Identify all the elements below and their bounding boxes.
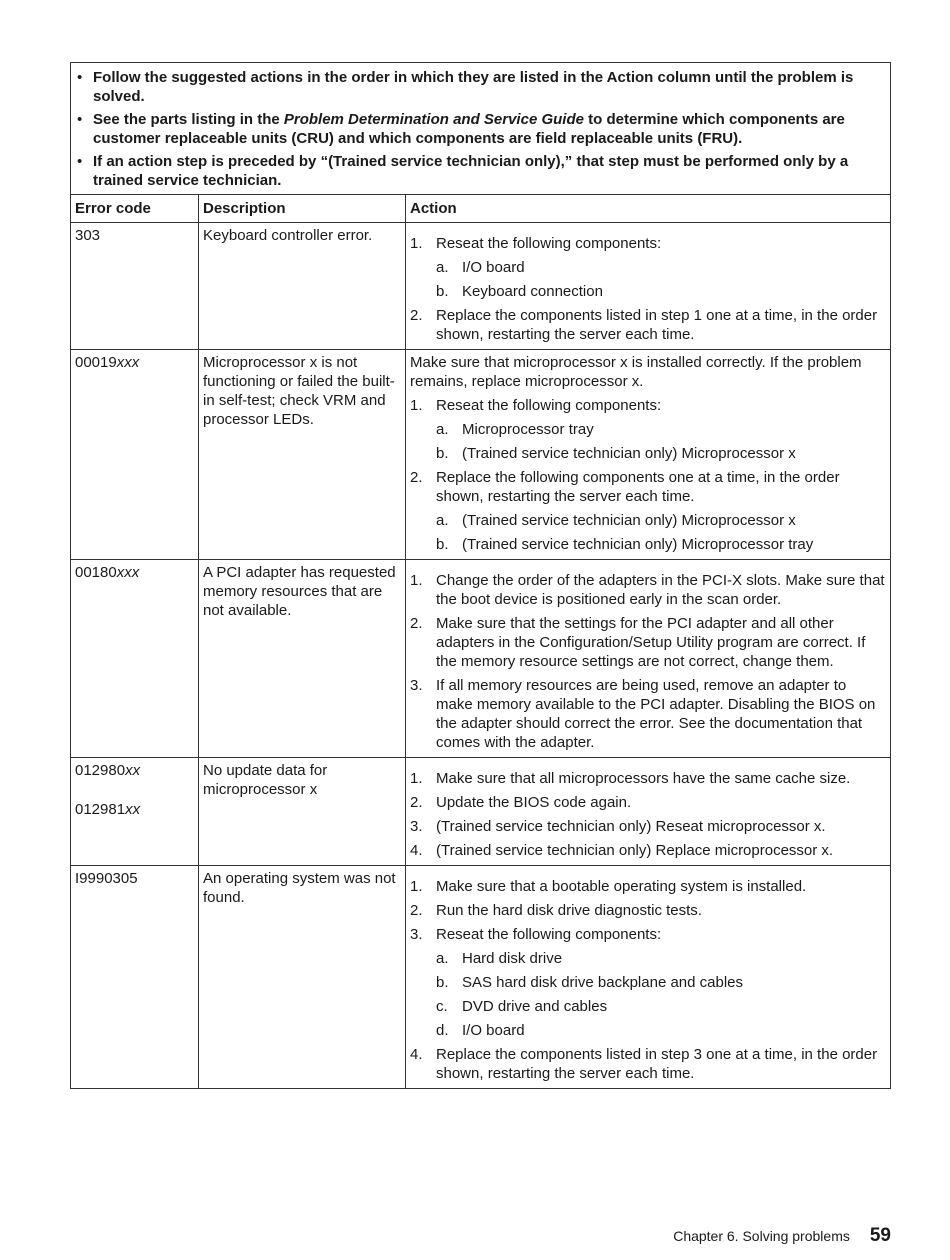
note-item: • Follow the suggested actions in the order in which they are listed in the Action column until the problem is solved. — [75, 68, 884, 106]
description-cell — [199, 223, 406, 350]
step-text: Replace the following components one at a time, in the order shown, restarting the server each time. — [436, 469, 840, 505]
sub-step-letter: b. — [436, 974, 449, 991]
error-code-cell — [71, 758, 199, 866]
sub-step-text: Keyboard connection — [462, 283, 603, 300]
step-number: 2. — [410, 902, 423, 919]
action-header: Action — [406, 195, 891, 223]
action-cell — [406, 560, 891, 758]
error-code — [75, 353, 194, 372]
sub-step-text: Hard disk drive — [462, 950, 563, 967]
sub-step — [436, 535, 886, 554]
action-step — [410, 769, 886, 788]
error-code-suffix: xxx — [116, 354, 140, 371]
sub-step-text: SAS hard disk drive backplane and cables — [462, 974, 744, 991]
action-step — [410, 614, 886, 671]
sub-step — [436, 444, 886, 463]
action-step — [410, 571, 886, 609]
note-text: See the parts listing in the — [93, 111, 284, 128]
action-steps — [410, 571, 886, 752]
action-step — [410, 396, 886, 463]
step-number: 2. — [410, 794, 423, 811]
chapter-label: Chapter 6. Solving problems — [673, 1228, 850, 1244]
step-number: 3. — [410, 818, 423, 835]
error-code — [75, 869, 194, 888]
sub-step-letter: b. — [436, 283, 449, 300]
step-text: Replace the components listed in step 3 one at a time, in the order shown, restarting the server each time. — [436, 1046, 878, 1082]
sub-step-letter: d. — [436, 1022, 449, 1039]
step-text: Update the BIOS code again. — [436, 794, 632, 811]
notes-row — [71, 63, 891, 195]
sub-step-text: (Trained service technician only) Microprocessor x — [462, 512, 796, 529]
sub-step-text: (Trained service technician only) Microprocessor tray — [462, 536, 814, 553]
step-text: (Trained service technician only) Reseat microprocessor x. — [436, 818, 826, 835]
sub-step — [436, 258, 886, 277]
action-steps — [410, 877, 886, 1083]
error-row — [71, 866, 891, 1089]
action-step — [410, 901, 886, 920]
sub-step — [436, 1021, 886, 1040]
action-step — [410, 793, 886, 812]
error-code-prefix: 012981 — [75, 801, 126, 818]
error-code-cell — [71, 866, 199, 1089]
sub-step-letter: a. — [436, 259, 449, 276]
step-number: 1. — [410, 572, 423, 589]
description-cell — [199, 866, 406, 1089]
sub-step — [436, 949, 886, 968]
description-cell — [199, 758, 406, 866]
action-step — [410, 306, 886, 344]
action-cell — [406, 866, 891, 1089]
sub-steps — [436, 420, 886, 463]
action-step — [410, 1045, 886, 1083]
step-text: If all memory resources are being used, remove an adapter to make memory available to the PCI adapter. Disabling the BIOS on the adapter should correct the error. See the documentation that comes with the adapter. — [436, 677, 876, 751]
step-number: 2. — [410, 307, 423, 324]
error-row — [71, 223, 891, 350]
guide-title: Problem Determination and Service Guide — [283, 111, 584, 128]
action-step — [410, 817, 886, 836]
description-header: Description — [199, 195, 406, 223]
sub-step-letter: b. — [436, 445, 449, 462]
sub-step-text: (Trained service technician only) Microprocessor x — [462, 445, 796, 462]
action-step — [410, 841, 886, 860]
sub-steps — [436, 258, 886, 301]
step-number: 2. — [410, 469, 423, 486]
step-number: 1. — [410, 770, 423, 787]
action-step — [410, 877, 886, 896]
sub-step-text: Microprocessor tray — [462, 421, 594, 438]
error-code — [75, 761, 194, 780]
error-code-cell — [71, 560, 199, 758]
error-code-cell — [71, 350, 199, 560]
action-step — [410, 676, 886, 752]
action-steps — [410, 234, 886, 344]
error-code-table — [70, 62, 891, 1089]
step-text: Reseat the following components: — [436, 235, 662, 252]
sub-step-letter: a. — [436, 950, 449, 967]
page-number: 59 — [869, 1225, 891, 1246]
error-code-suffix: xx — [125, 762, 141, 779]
action-steps — [410, 769, 886, 860]
sub-step — [436, 973, 886, 992]
note-text: to determine which components are customer replaceable units (CRU) and which components are field replaceable units (FRU). — [93, 111, 845, 147]
step-number: 2. — [410, 615, 423, 632]
step-text: Make sure that a bootable operating system is installed. — [436, 878, 807, 895]
error-description: An operating system was not found. — [203, 870, 396, 906]
action-steps — [410, 396, 886, 554]
sub-step-letter: c. — [436, 998, 448, 1015]
error-code-prefix: I9990305 — [75, 870, 138, 887]
action-cell — [406, 350, 891, 560]
note-item: • If an action step is preceded by “(Trained service technician only),” that step must be performed only by a trained service technician. — [75, 152, 884, 190]
error-code-suffix: xxx — [116, 564, 140, 581]
sub-step-letter: a. — [436, 421, 449, 438]
step-text: Run the hard disk drive diagnostic tests. — [436, 902, 702, 919]
error-row — [71, 758, 891, 866]
step-number: 3. — [410, 677, 423, 694]
error-description: A PCI adapter has requested memory resources that are not available. — [203, 564, 396, 619]
step-number: 1. — [410, 878, 423, 895]
step-text: (Trained service technician only) Replace microprocessor x. — [436, 842, 834, 859]
sub-step-letter: a. — [436, 512, 449, 529]
action-intro: Make sure that microprocessor x is installed correctly. If the problem remains, replace microprocessor x. — [410, 354, 862, 390]
error-description: Keyboard controller error. — [203, 227, 373, 244]
step-text: Make sure that all microprocessors have the same cache size. — [436, 770, 851, 787]
error-code-cell — [71, 223, 199, 350]
action-step — [410, 925, 886, 1040]
action-cell — [406, 223, 891, 350]
error-code-suffix: xx — [125, 801, 141, 818]
error-code-prefix: 00019 — [75, 354, 117, 371]
notes-list — [75, 68, 884, 190]
action-step — [410, 234, 886, 301]
step-number: 1. — [410, 397, 423, 414]
step-number: 3. — [410, 926, 423, 943]
step-number: 4. — [410, 842, 423, 859]
sub-step-text: I/O board — [462, 1022, 525, 1039]
sub-step — [436, 511, 886, 530]
sub-step-text: I/O board — [462, 259, 525, 276]
error-description: No update data for microprocessor x — [203, 762, 328, 798]
error-code-prefix: 012980 — [75, 762, 126, 779]
step-text: Reseat the following components: — [436, 397, 662, 414]
sub-steps — [436, 511, 886, 554]
error-row — [71, 560, 891, 758]
error-code — [75, 563, 194, 582]
action-cell — [406, 758, 891, 866]
error-code-prefix: 00180 — [75, 564, 117, 581]
description-cell — [199, 350, 406, 560]
step-text: Make sure that the settings for the PCI adapter and all other adapters in the Configuration/Setup Utility program are correct. If the memory resource settings are not correct, change them. — [436, 615, 866, 670]
action-step — [410, 468, 886, 554]
error-code — [75, 226, 194, 245]
sub-step — [436, 997, 886, 1016]
step-number: 1. — [410, 235, 423, 252]
sub-step — [436, 420, 886, 439]
description-cell — [199, 560, 406, 758]
step-number: 4. — [410, 1046, 423, 1063]
step-text: Reseat the following components: — [436, 926, 662, 943]
note-item — [75, 110, 884, 148]
error-code-prefix: 303 — [75, 227, 101, 244]
error-code-header: Error code — [71, 195, 199, 223]
sub-step-text: DVD drive and cables — [462, 998, 608, 1015]
sub-step-letter: b. — [436, 536, 449, 553]
step-text: Replace the components listed in step 1 one at a time, in the order shown, restarting the server each time. — [436, 307, 878, 343]
notes-cell — [71, 63, 891, 195]
header-row — [71, 195, 891, 223]
error-row — [71, 350, 891, 560]
sub-step — [436, 282, 886, 301]
step-text: Change the order of the adapters in the PCI-X slots. Make sure that the boot device is positioned early in the scan order. — [436, 572, 885, 608]
error-description: Microprocessor x is not functioning or failed the built-in self-test; check VRM and processor LEDs. — [203, 354, 395, 428]
page-footer — [673, 1225, 891, 1247]
sub-steps — [436, 949, 886, 1040]
error-code — [75, 800, 194, 819]
